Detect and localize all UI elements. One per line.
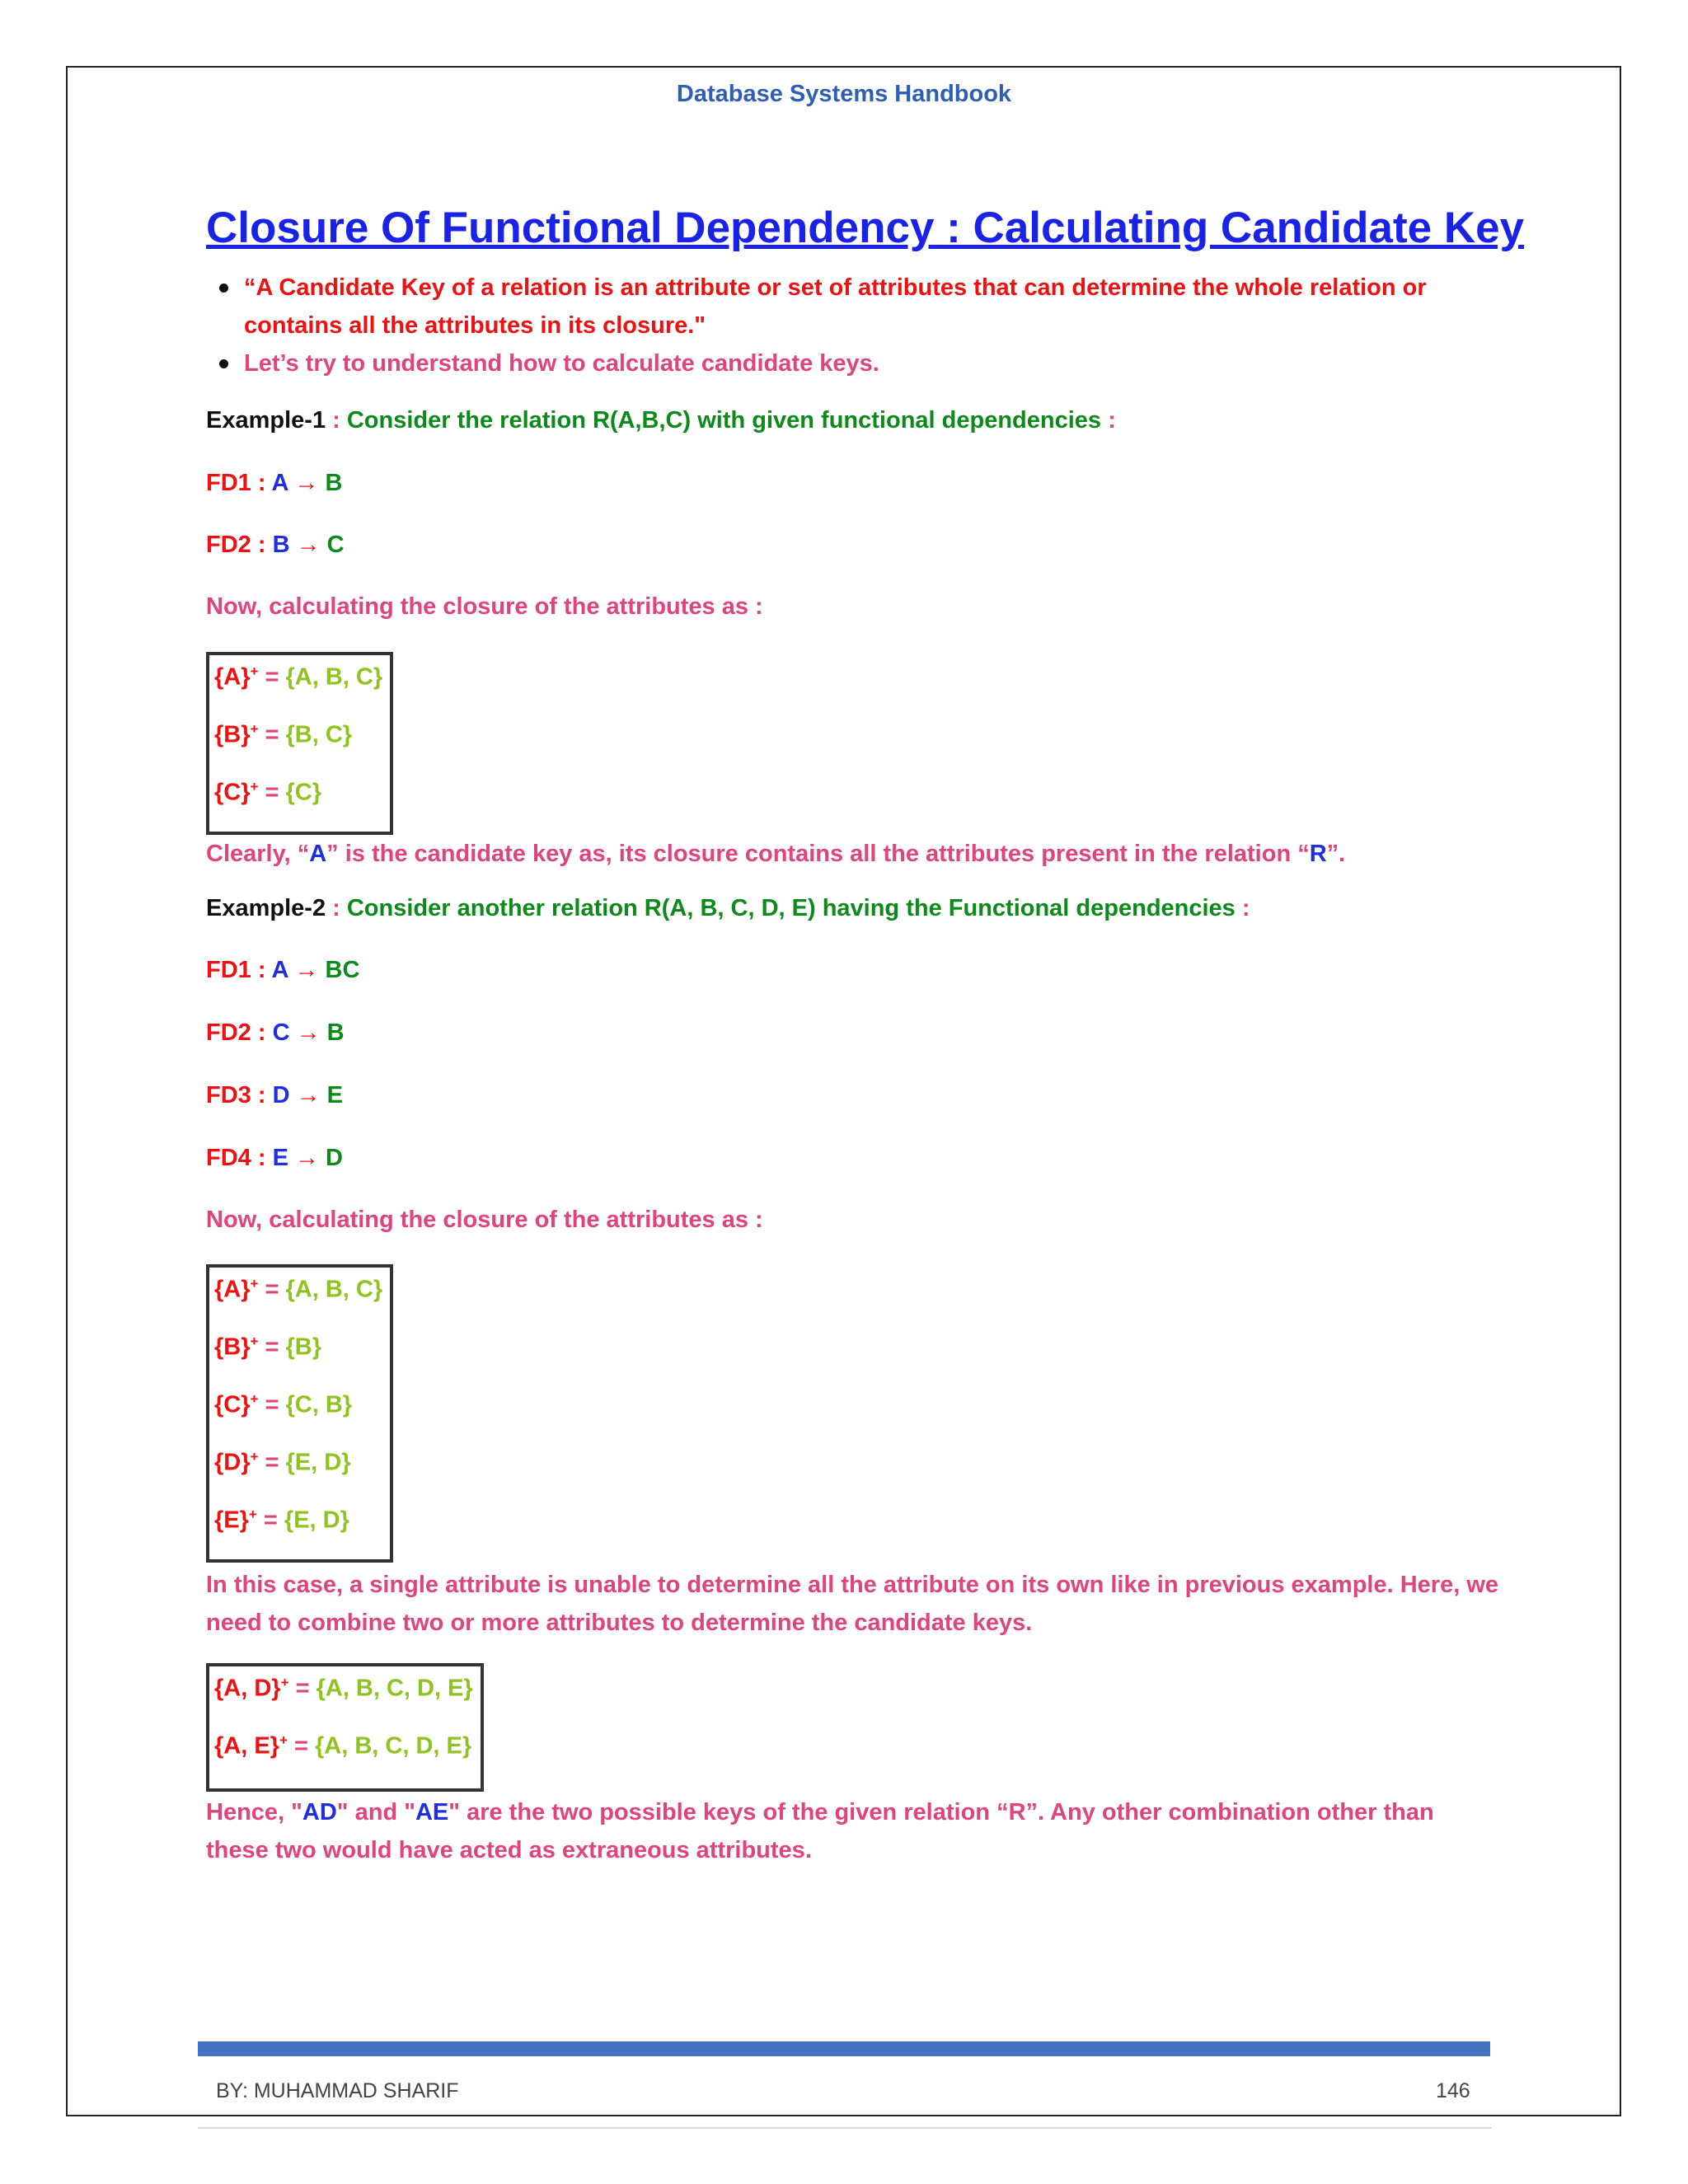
closure-lhs: {A, E} <box>214 1732 279 1760</box>
closure-row <box>214 721 352 749</box>
footer-author: BY: MUHAMMAD SHARIF <box>216 2079 459 2102</box>
ex1-closure-intro: Now, calculating the closure of the attributes as : <box>206 593 763 620</box>
closure-rhs: {B, C} <box>285 721 353 748</box>
fd-lhs: D <box>272 1082 290 1108</box>
candidate-key: A <box>309 841 327 867</box>
fd-name: FD3 <box>206 1082 251 1108</box>
closure-row <box>214 1276 382 1304</box>
closure-row <box>214 779 321 807</box>
closure-lhs: {A} <box>214 1276 251 1303</box>
closure-row <box>214 1391 352 1419</box>
example2-heading <box>206 895 1250 922</box>
conclusion-text: ” is the candidate key as, its closure contains all the attributes present in the relation “ <box>326 841 1310 867</box>
definition-bullet: “A Candidate Key of a relation is an attribute or set of attributes that can determine the whole relation or contains all the attributes in its closure." <box>244 269 1480 344</box>
closure-eq: = <box>258 1333 286 1361</box>
ex2-closure-intro: Now, calculating the closure of the attributes as : <box>206 1207 763 1233</box>
fd-arrow: → <box>289 1019 327 1046</box>
fd-lhs: A <box>271 470 288 496</box>
example1-heading <box>206 407 1116 434</box>
closure-plus: + <box>250 1333 259 1349</box>
bottom-divider <box>198 2127 1492 2129</box>
fd-sep: : <box>251 1082 273 1108</box>
closure-plus: + <box>250 1276 259 1291</box>
fd-lhs: B <box>272 532 290 558</box>
ex2-conclusion <box>206 1793 1500 1869</box>
fd-sep: : <box>251 1145 273 1171</box>
example1-text: Consider the relation R(A,B,C) with given functional dependencies <box>346 407 1102 434</box>
closure-eq: = <box>258 663 286 691</box>
page-number: 146 <box>1436 2079 1470 2102</box>
fd-arrow: → <box>288 1145 326 1171</box>
fd-arrow: → <box>288 470 326 496</box>
fd-name: FD1 <box>206 470 251 496</box>
closure-plus: + <box>250 721 259 737</box>
closure-plus: + <box>250 663 259 679</box>
ex2-fd-line <box>206 1145 343 1172</box>
closure-lhs: {A, D} <box>214 1675 281 1702</box>
closure-eq: = <box>258 1391 286 1418</box>
ex1-closure-box <box>206 652 393 835</box>
closure-rhs: {C} <box>285 779 322 806</box>
relation-name: R <box>1309 841 1327 867</box>
closure-rhs: {E, D} <box>285 1449 351 1476</box>
closure-eq: = <box>258 721 286 748</box>
fd-arrow: → <box>289 532 327 558</box>
candidate-key: AE <box>415 1799 449 1825</box>
closure-eq: = <box>258 779 286 806</box>
closure-eq: = <box>258 1276 286 1303</box>
closure-plus: + <box>279 1732 288 1748</box>
closure-eq: = <box>256 1507 284 1534</box>
definition-list <box>244 269 1480 382</box>
running-header: Database Systems Handbook <box>676 81 1012 107</box>
fd-arrow: → <box>288 957 326 983</box>
example2-label: Example-2 <box>206 895 326 921</box>
fd-sep: : <box>251 532 273 558</box>
ex2-note: In this case, a single attribute is unable to determine all the attribute on its own like in previous example. Here, we need to combine two or more attributes to determine the candidate keys. <box>206 1572 1499 1636</box>
example1-label: Example-1 <box>206 407 326 434</box>
closure-row <box>214 1675 473 1703</box>
closure-row <box>214 1732 471 1760</box>
example2-colon: : <box>1235 895 1250 921</box>
fd-rhs: B <box>325 470 343 496</box>
closure-lhs: {C} <box>214 779 251 806</box>
fd-sep: : <box>251 470 272 496</box>
fd-arrow: → <box>289 1082 327 1108</box>
page-title: Closure Of Functional Dependency : Calculating Candidate Key <box>206 204 1525 252</box>
closure-rhs: {A, B, C, D, E} <box>314 1732 472 1760</box>
example1-colon: : <box>1101 407 1116 434</box>
fd-rhs: D <box>326 1145 343 1171</box>
closure-rhs: {A, B, C} <box>285 1276 383 1303</box>
ex2-combined-box <box>206 1663 484 1792</box>
fd-lhs: E <box>272 1145 288 1171</box>
closure-lhs: {E} <box>214 1507 249 1534</box>
fd-rhs: B <box>326 1019 345 1046</box>
closure-plus: + <box>280 1675 289 1690</box>
closure-lhs: {B} <box>214 721 251 748</box>
closure-rhs: {B} <box>285 1333 322 1361</box>
conclusion-text: ”. <box>1326 841 1346 867</box>
closure-eq: = <box>288 1675 316 1702</box>
example2-sep: : <box>326 895 347 921</box>
conclusion-text: " and " <box>336 1799 415 1825</box>
closure-row <box>214 663 382 691</box>
ex1-conclusion <box>206 841 1345 868</box>
closure-lhs: {D} <box>214 1449 251 1476</box>
fd-name: FD2 <box>206 532 251 558</box>
closure-eq: = <box>258 1449 286 1476</box>
closure-lhs: {C} <box>214 1391 251 1418</box>
closure-plus: + <box>248 1507 257 1522</box>
fd-sep: : <box>251 1019 273 1046</box>
ex2-fd-line <box>206 1082 343 1109</box>
closure-lhs: {A} <box>214 663 251 691</box>
ex2-fd-line <box>206 957 359 984</box>
fd-sep: : <box>251 957 272 983</box>
conclusion-text: Clearly, “ <box>206 841 310 867</box>
ex2-closure-box <box>206 1264 393 1563</box>
conclusion-text: " are the two possible keys of the given relation “R”. Any other combination other than these two would have acted as extraneous attributes. <box>206 1799 1434 1863</box>
ex1-fd-line <box>206 470 342 497</box>
fd-lhs: A <box>271 957 288 983</box>
fd-name: FD1 <box>206 957 251 983</box>
closure-eq: = <box>287 1732 315 1760</box>
closure-rhs: {C, B} <box>285 1391 353 1418</box>
closure-rhs: {A, B, C, D, E} <box>316 1675 473 1702</box>
closure-plus: + <box>250 1391 259 1407</box>
fd-rhs: C <box>326 532 345 558</box>
closure-row <box>214 1449 351 1477</box>
fd-rhs: E <box>326 1082 343 1108</box>
closure-lhs: {B} <box>214 1333 251 1361</box>
footer-bar <box>198 2041 1490 2056</box>
example2-text: Consider another relation R(A, B, C, D, E) having the Functional dependencies <box>346 895 1236 921</box>
closure-rhs: {A, B, C} <box>285 663 383 691</box>
fd-name: FD4 <box>206 1145 251 1171</box>
candidate-key: AD <box>302 1799 337 1825</box>
conclusion-text: Hence, " <box>206 1799 302 1825</box>
closure-row <box>214 1333 321 1361</box>
closure-row <box>214 1507 349 1535</box>
ex2-fd-line <box>206 1019 345 1047</box>
example1-sep: : <box>326 407 347 434</box>
closure-rhs: {E, D} <box>284 1507 349 1534</box>
closure-plus: + <box>250 779 259 794</box>
fd-lhs: C <box>272 1019 290 1046</box>
intro-bullet: Let’s try to understand how to calculate candidate keys. <box>244 344 1480 382</box>
closure-plus: + <box>250 1449 259 1465</box>
ex1-fd-line <box>206 532 345 559</box>
fd-name: FD2 <box>206 1019 251 1046</box>
fd-rhs: BC <box>325 957 360 983</box>
